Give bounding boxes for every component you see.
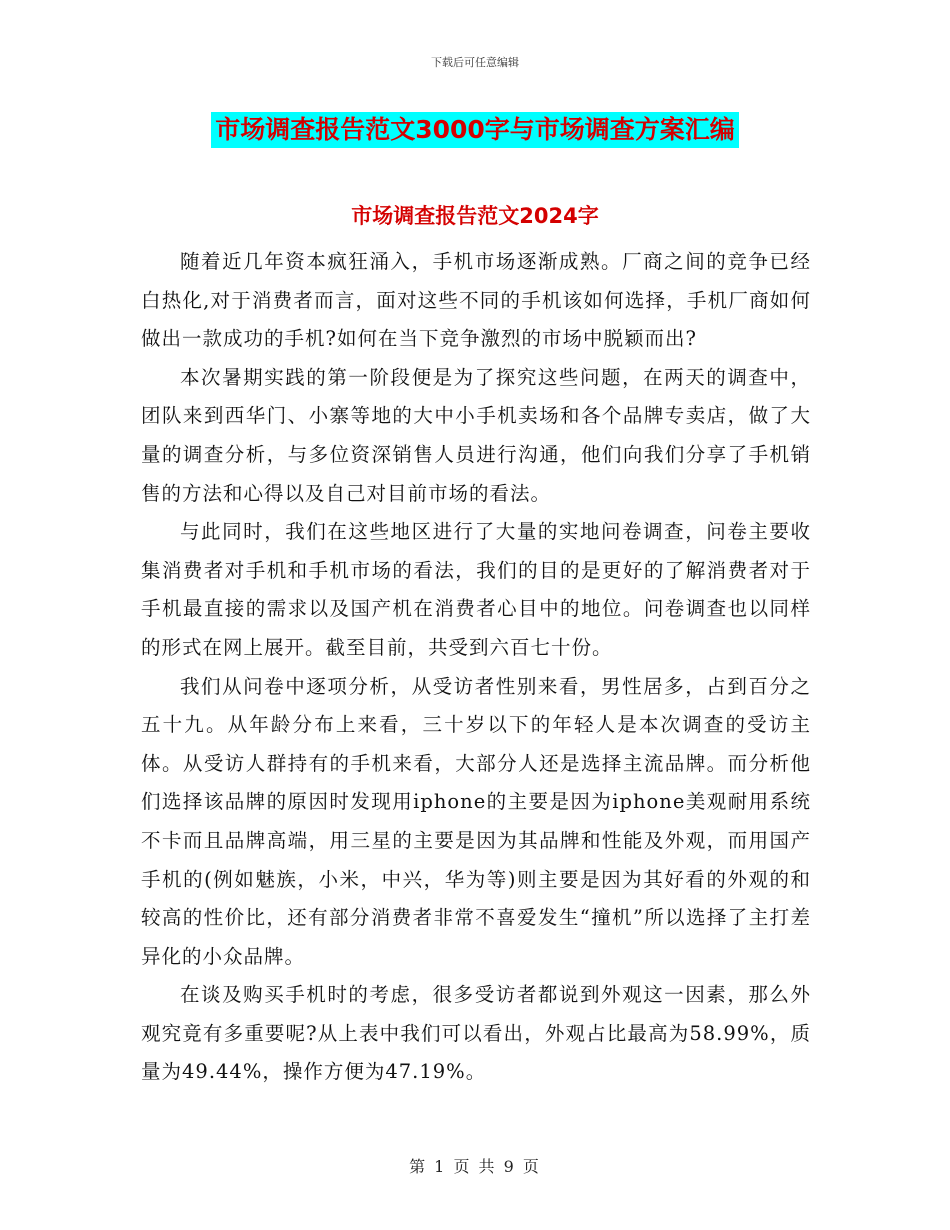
paragraph: 随着近几年资本疯狂涌入，手机市场逐渐成熟。厂商之间的竞争已经白热化,对于消费者而言，面对这些不同的手机该如何选择，手机厂商如何做出一款成功的手机?如何在当下竞争激烈的市场中脱颖而出? — [141, 250, 811, 351]
main-title-container — [0, 112, 950, 148]
paragraph: 本次暑期实践的第一阶段便是为了探究这些问题，在两天的调查中，团队来到西华门、小寨等地的大中小手机卖场和各个品牌专卖店，做了大量的调查分析，与多位资深销售人员进行沟通，他们向我们分享了手机销售的方法和心得以及自己对目前市场的看法。 — [141, 365, 811, 505]
sub-title: 市场调查报告范文2024字 — [351, 204, 599, 228]
paragraph: 与此同时，我们在这些地区进行了大量的实地问卷调查，问卷主要收集消费者对手机和手机市场的看法，我们的目的是更好的了解消费者对于手机最直接的需求以及国产机在消费者心目中的地位。问卷调查也以同样的形式在网上展开。截至目前，共受到六百七十份。 — [141, 520, 811, 659]
paragraph: 在谈及购买手机时的考虑，很多受访者都说到外观这一因素，那么外观究竟有多重要呢?从上表中我们可以看出，外观占比最高为58.99%，质量为49.44%，操作方便为47.19%。 — [141, 983, 811, 1084]
page-number-footer: 第 1 页 共 9 页 — [409, 1157, 541, 1176]
page-header-note: 下载后可任意编辑 — [431, 56, 519, 69]
main-title: 市场调查报告范文3000字与市场调查方案汇编 — [211, 112, 739, 148]
paragraph: 我们从问卷中逐项分析，从受访者性别来看，男性居多，占到百分之五十九。从年龄分布上来看，三十岁以下的年轻人是本次调查的受访主体。从受访人群持有的手机来看，大部分人还是选择主流品牌。而分析他们选择该品牌的原因时发现用iphone的主要是因为iphone美观耐用系统不卡而且品牌高端，用三星的主要是因为其品牌和性能及外观，而用国产手机的(例如魅族，小米，中兴，华为等)则主要是因为其好看的外观的和较高的性价比，还有部分消费者非常不喜爱发生“撞机”所以选择了主打差异化的小众品牌。 — [141, 674, 811, 968]
body-text — [141, 243, 811, 1092]
